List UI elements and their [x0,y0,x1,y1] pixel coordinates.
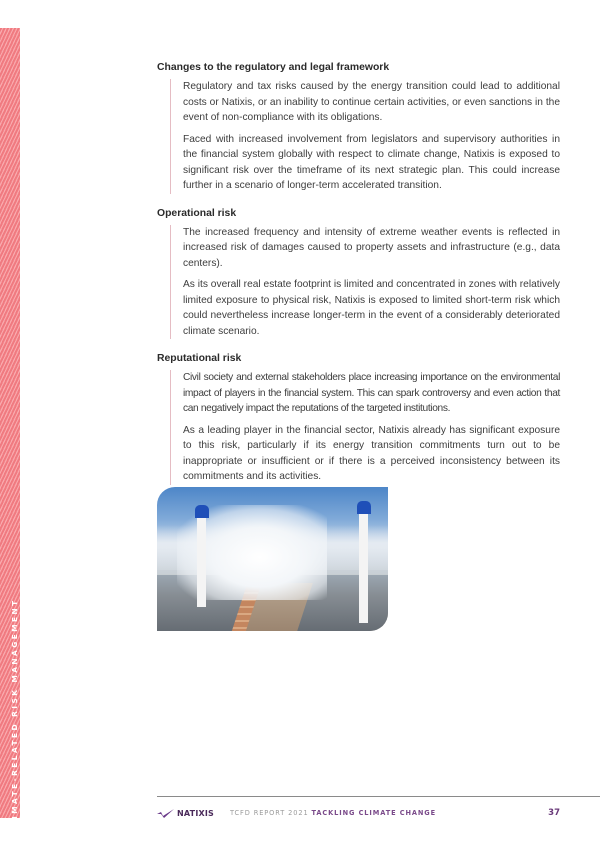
wave-photo [157,487,388,631]
page-number: 37 [548,808,560,818]
section-regulatory [157,62,560,194]
footer-divider [157,796,600,797]
section-reputational [157,353,560,485]
paragraph: As its overall real estate footprint is limited and concentrated in zones with relatively limited exposure to physical risk, Natixis is exposed to limited short-term risk which could nevertheless increase longer-term in the event of a considerably deteriorated climate scenario. [183,279,560,337]
section-heading: Changes to the regulatory and legal framework [157,62,390,73]
photo-post-cap-right [357,501,371,514]
paragraph: As a leading player in the financial sector, Natixis already has significant exposure to this risk, particularly if its energy transition commitments turn out to be inappropriate or insufficient or if there is a perceived inconsistency between its commitments and its activities. [183,424,560,482]
main-content [157,62,560,499]
section-heading: Operational risk [157,207,237,219]
report-title: TACKLING CLIMATE CHANGE [311,809,437,817]
paragraph: Faced with increased involvement from legislators and supervisory authorities in the financial system globally with respect to climate change, Natixis is exposed to significant risk over the timeframe of its next strategic plan. This could increase further in a scenario of longer-term accelerated transition. [183,133,560,191]
sidebar-label: CLIMATE-RELATED RISK MANAGEMENT [10,598,19,834]
natixis-logo [157,809,214,818]
logo-text: NATIXIS [177,808,215,818]
page-footer [157,806,560,820]
paragraph: Regulatory and tax risks caused by the energy transition could lead to additional costs or Natixis, or an inability to continue certain activities, or even sanctions in the event of non-compliance with its obligations. [183,81,560,123]
report-name: TCFD REPORT 2021 [230,809,309,817]
section-body [170,225,560,340]
section-body [170,79,560,194]
photo-post-right [359,513,368,623]
paragraph: Civil society and external stakeholders place increasing importance on the environmental impact of players in the financial system. This can spark controversy and even action that can negatively impact the reputations of the targeted institutions. [183,372,560,414]
section-heading: Reputational risk [157,353,242,364]
natixis-logo-icon [157,809,175,818]
section-operational [157,208,560,340]
section-body [170,370,560,485]
photo-post-left [197,517,206,607]
photo-post-cap-left [195,505,209,518]
sidebar-strip [0,28,20,834]
paragraph: The increased frequency and intensity of extreme weather events is reflected in increased risk of damages caused to property assets and infrastructure (e.g., data centers). [183,226,560,269]
